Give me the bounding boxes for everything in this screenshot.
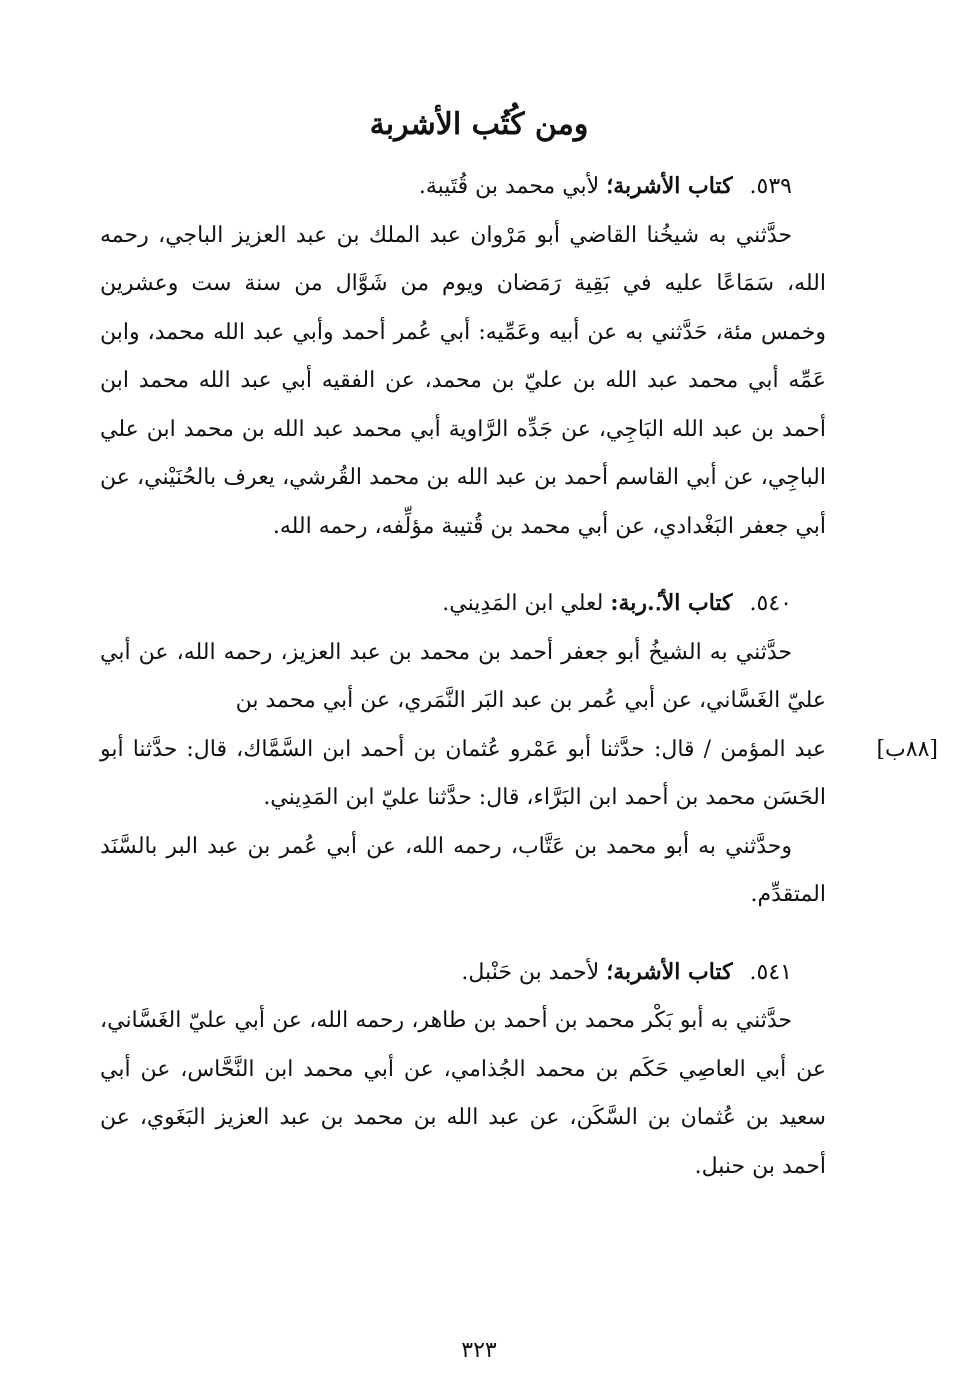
body-text [100,162,938,1191]
entry-541 [100,948,826,1192]
book-author: لأحمد بن حَنْبل. [461,959,600,985]
entry-number: ٥٣٩. [749,174,792,199]
book-title: كتاب الأشربة؛ [606,958,733,985]
entry-paragraph-continued [100,726,938,823]
entry-540 [100,579,938,920]
book-title: كتاب الأ.ٔ.ربة: [610,590,733,616]
entry-number: ٥٤١. [749,959,792,985]
book-author: لأبي محمد بن قُتَيبة. [418,174,600,199]
entry-539 [100,162,826,551]
entry-title [100,162,826,212]
entry-paragraph: وحدَّثني به أبو محمد بن عَتَّاب، رحمه الله، عن أبي عُمر بن عبد البر بالسَّنَد المتقدِّم. [100,833,826,907]
page-heading: ومن كُتُب الأشربة [369,107,589,142]
page-number: ٣٢٣ [461,1338,497,1363]
entry-number: ٥٤٠. [749,591,792,616]
entry-paragraph: حدَّثني به شيخُنا القاضي أبو مَرْوان عبد الملك بن عبد العزيز الباجي، رحمه الله، سَمَاعًا عليه في بَقِية رَمَضان ويوم من شَوَّال من سنة ست وعشرين وخمس مئة، حَدَّثني به عن أبيه وعَمِّيه: أبي عُمر أحمد وأبي عبد الله محمد، وابن عَمِّه أبي محمد عبد الله بن عليّ بن محمد، عن الفقيه أبي عبد الله محمد ابن أحمد بن عبد الله البَاجِي، عن جَدِّه الرَّاوية أبي محمد عبد الله بن محمد ابن علي الباجِي، عن أبي القاسم أحمد بن عبد الله بن محمد القُرشي، يعرف بالحُنَيْني، عن أبي جعفر البَغْدادي، عن أبي محمد بن قُتيبة مؤلِّفه، رحمه الله. [100,222,826,539]
book-author: لعلي ابن المَدِيني. [442,591,604,616]
entry-paragraph: حدَّثني به أبو بَكْر محمد بن أحمد بن طاهر، رحمه الله، عن أبي عليّ الغَسَّاني، عن أبي العاصِي حَكَم بن محمد الجُذامي، عن أبي محمد ابن النَّحَّاس، عن أبي سعيد بن عُثمان بن السَّكَن، عن عبد الله بن محمد بن عبد العزيز البَغَوي، عن أحمد بن حنبل. [100,1008,827,1179]
entry-paragraph: حدَّثني به الشيخُ أبو جعفر أحمد بن محمد بن عبد العزيز، رحمه الله، عن أبي عليّ الغَسَّاني، عن أبي عُمر بن عبد البَر النَّمَري، عن أبي محمد بن [100,639,826,713]
paragraph-text: عبد المؤمن / قال: حدَّثنا أبو عَمْرو عُثمان بن أحمد ابن السَّمَّاك، قال: حدَّثنا أبو الحَسَن محمد بن أحمد ابن البَرَّاء، قال: حدَّثنا عليّ ابن المَدِيني. [100,736,826,810]
entry-title [100,579,826,629]
folio-marker: [٨٨ب] [876,736,938,762]
entry-title [100,948,826,998]
book-title: كتاب الأشربة؛ [606,173,733,199]
